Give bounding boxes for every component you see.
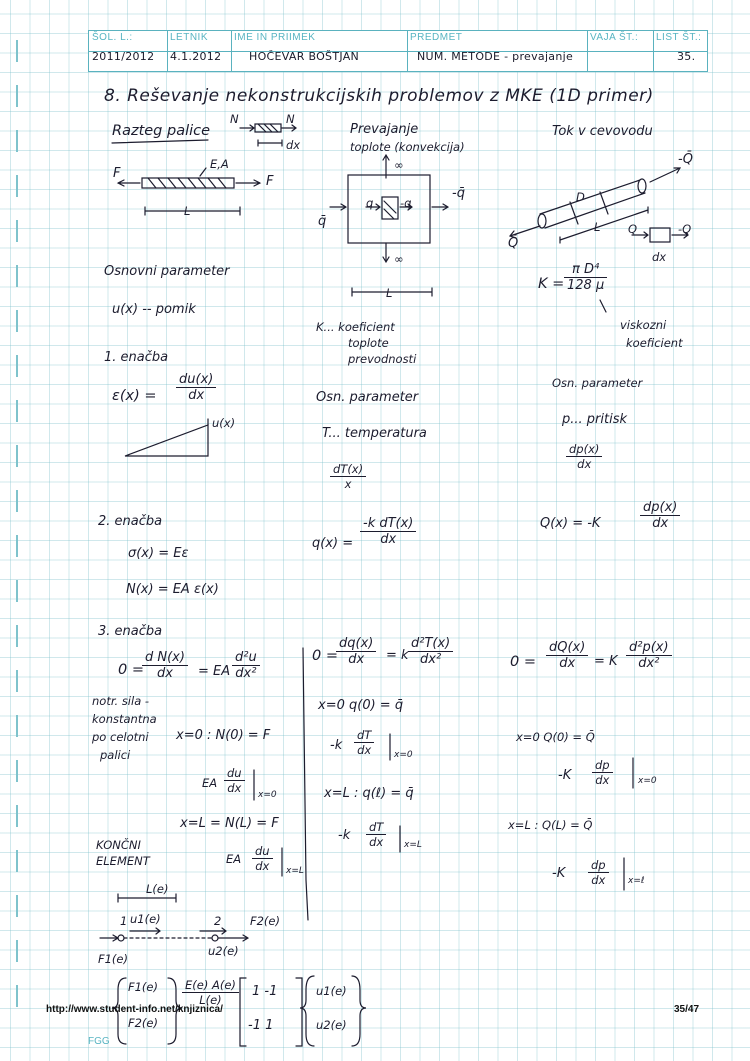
heat-flux-equation: q(x) = (312, 536, 354, 551)
header-cell-sheet: LIST ŠT.: 35. (656, 32, 702, 63)
equation-2-label: 2. enačba (98, 514, 163, 529)
header-cell-exercise: VAJA ŠT.: (587, 31, 654, 71)
equation-3-label: 3. enačba (98, 624, 163, 639)
page-number: 35/47 (674, 1004, 700, 1015)
pipe-flow-out (650, 168, 680, 182)
force-left-arrow (118, 180, 140, 186)
page-title: 8. Reševanje nekonstrukcijskih problemov z MKE (1D primer) (104, 86, 654, 106)
heat-bc-2: x=L : q(ℓ) = q̄ (324, 786, 414, 801)
equation-1-label: 1. enačba (104, 350, 169, 365)
source-url[interactable]: http://www.student-info.net/knjiznica/ (46, 1004, 223, 1015)
matrix-force-1: F1(e) (128, 980, 158, 994)
heat-in-arrow (330, 204, 346, 210)
matrix-disp-1: u1(e) (316, 984, 347, 998)
pipe-flow-equation: Q(x) = -K (540, 516, 601, 531)
force-right-arrow (236, 180, 260, 186)
header-cell-name: IME IN PRIIMEK HOČEVAR BOŠTJAN (231, 31, 408, 71)
normal-force-equation: N(x) = EA ε(x) (126, 582, 219, 597)
pipe-bc-1: x=0 Q(0) = Q̄ (516, 730, 595, 744)
name-value: HOČEVAR BOŠTJAN (249, 50, 360, 63)
subject-value: NUM. METODE - prevajanje (417, 50, 574, 63)
section-divider (303, 648, 308, 920)
pipe-drawing (540, 180, 645, 228)
strain-triangle (125, 425, 208, 456)
stiffness-coefficient: $\frac{E(e) A(e)}{L(e)}$ (182, 978, 239, 1007)
length-dimension (145, 207, 240, 215)
header-cell-subject: PREDMET NUM. METODE - prevajanje (407, 31, 588, 71)
heat-out-arrow (432, 204, 448, 210)
bar-bc-2: x=L = N(L) = F (180, 816, 279, 831)
pipe-k-fraction: $\frac{\text{π D⁴}}{128 \mu}$ (564, 262, 607, 293)
finite-element-label: KONČNI (96, 838, 141, 852)
heading-bar-extension: Razteg palice (112, 123, 211, 139)
conductivity-definition: K... koeficient (316, 320, 395, 334)
matrix-row-2: -1 1 (248, 1018, 274, 1033)
matrix-disp-2: u2(e) (316, 1018, 347, 1032)
header-cell-school-year: ŠOL. L.: 2011/2012 (89, 31, 168, 71)
pipe-bc-2: x=L : Q(L) = Q̄ (508, 818, 593, 832)
strain-fraction: $\frac{du(x)}{dx}$ (176, 372, 216, 403)
heat-element-box (348, 175, 430, 243)
basic-parameter-label: Osnovni parameter (104, 264, 230, 279)
matrix-row-1: 1 -1 (252, 984, 278, 999)
heat-bc-1: x=0 q(0) = q̄ (318, 698, 404, 713)
school-year-value: 2011/2012 (92, 50, 155, 63)
header-cell-year: LETNIK 4.1.2012 (167, 31, 232, 71)
matrix-force-2: F2(e) (128, 1016, 158, 1030)
brand-mark: FGG (88, 1036, 110, 1047)
pressure-definition: p... pritisk (562, 412, 627, 427)
heading-pipe-flow: Tok v cevovodu (552, 124, 653, 139)
bar-drawing (142, 178, 234, 188)
date-value: 4.1.2012 (170, 50, 222, 63)
heading-underline (112, 140, 208, 143)
heading-heat-conduction: Prevajanje (350, 122, 419, 137)
stress-equation: σ(x) = Eε (128, 546, 189, 561)
displacement-definition: u(x) -- pomik (112, 302, 196, 317)
sheet-value: 35. (677, 50, 696, 63)
temperature-definition: T... temperatura (322, 426, 427, 441)
bar-bc-1: x=0 : N(0) = F (176, 728, 271, 743)
